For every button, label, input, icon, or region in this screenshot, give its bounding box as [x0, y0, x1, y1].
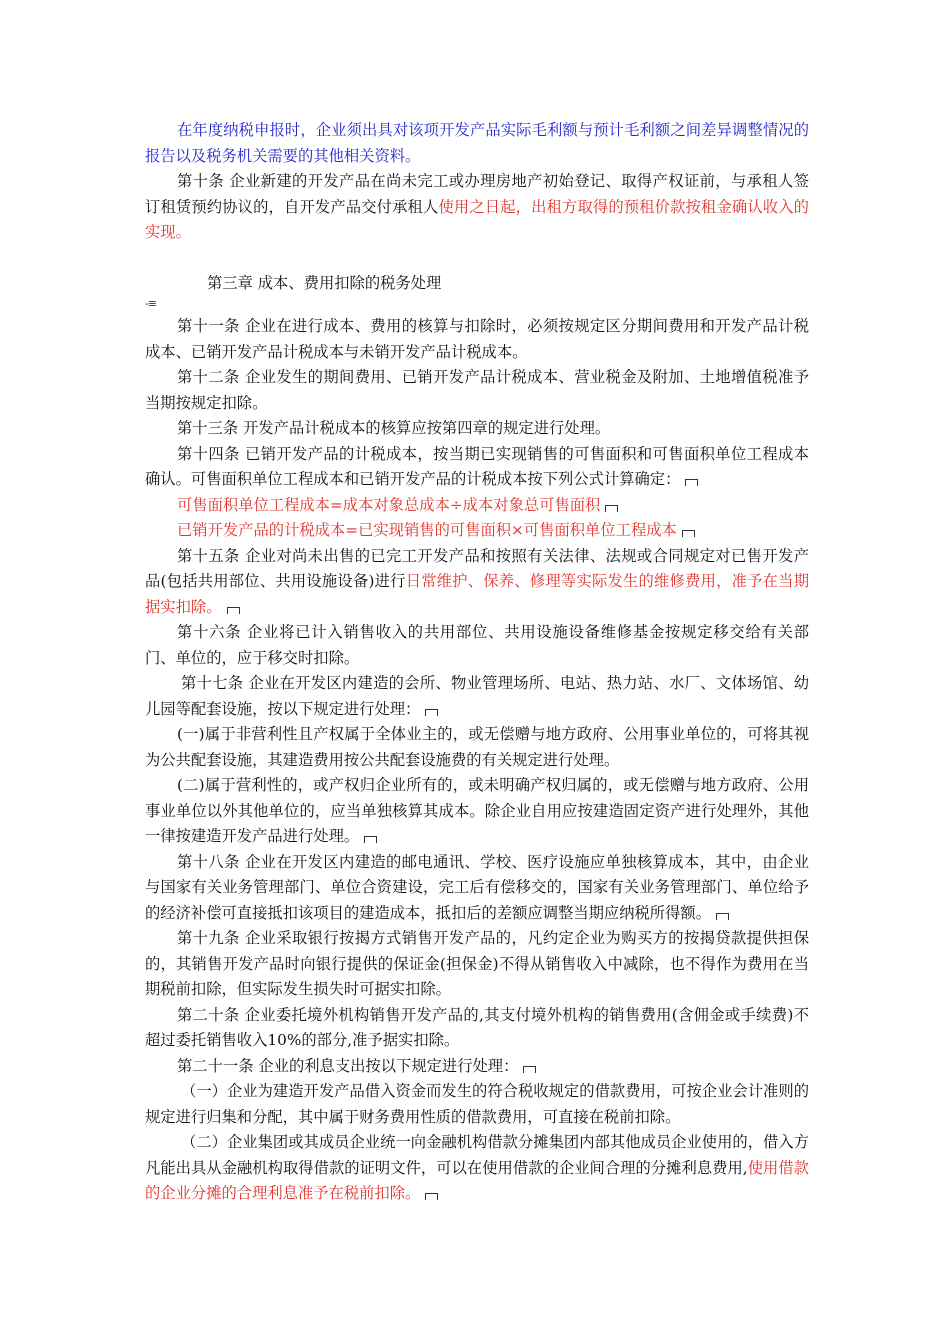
- article-21: [145, 1054, 809, 1080]
- article-21-item-1: （一）企业为建造开发产品借入资金而发生的符合税收规定的借款费用，可按企业会计准则的规定进行归集和分配，其中属于财务费用性质的借款费用，可直接在税前扣除。: [145, 1082, 809, 1126]
- article-17-item-1: (一)属于非营利性且产权属于全体业主的，或无偿赠与地方政府、公用事业单位的，可将其视为公共配套设施，其建造费用按公共配套设施费的有关规定进行处理。: [145, 725, 809, 769]
- article-18: [145, 850, 809, 927]
- article-17-text: 第十七条 企业在开发区内建造的会所、物业管理场所、电站、热力站、水厂、文体场馆、幼儿园等配套设施，按以下规定进行处理：: [145, 674, 809, 718]
- article-17-item-2-text: (二)属于营利性的，或产权归企业所有的，或未明确产权归属的，或无偿赠与地方政府、公用事业单位以外其他单位的，应当单独核算其成本。除企业自用应按建造固定资产进行处理外，其他一律按建造开发产品进行处理。: [145, 776, 809, 845]
- article-15: [145, 544, 809, 621]
- article-18-text: 第十八条 企业在开发区内建造的邮电通讯、学校、医疗设施应单独核算成本，其中，由企业与国家有关业务管理部门、单位合资建设，完工后有偿移交的，国家有关业务管理部门、单位给予的经济补偿可直接抵扣该项目的建造成本，抵扣后的差额应调整当期应纳税所得额。: [145, 852, 809, 922]
- article-21-item-2-highlight: 使用借款的企业分摊的合理利息准予在税前扣除。: [145, 1158, 809, 1202]
- article-10-highlight: 使用之日起，出租方取得的预租价款按租金确认收入的实现。: [145, 197, 809, 241]
- article-12: 第十二条 企业发生的期间费用、已销开发产品计税成本、营业税金及附加、土地增值税准予当期按规定扣除。: [145, 368, 809, 412]
- article-13: 第十三条 开发产品计税成本的核算应按第四章的规定进行处理。: [177, 419, 611, 437]
- article-16: 第十六条 企业将已计入销售收入的共用部位、共用设施设备维修基金按规定移交给有关部门、单位的，应于移交时扣除。: [145, 623, 809, 667]
- paragraph-mark-icon: [364, 836, 377, 843]
- article-21-text: 第二十一条 企业的利息支出按以下规定进行处理：: [177, 1056, 519, 1075]
- document-page: [145, 118, 809, 1207]
- formula-unit-cost-text: 可售面积单位工程成本=成本对象总成本÷成本对象总可售面积: [177, 495, 601, 514]
- formula-unit-cost: [145, 493, 809, 519]
- paragraph-mark-icon: [425, 1193, 438, 1200]
- article-11: 第十一条 企业在进行成本、费用的核算与扣除时，必须按规定区分期间费用和开发产品计税成本、已销开发产品计税成本与未销开发产品计税成本。: [145, 317, 809, 361]
- formula-sold-cost-text: 已销开发产品的计税成本=已实现销售的可售面积×可售面积单位工程成本: [177, 521, 677, 539]
- article-14: [145, 442, 809, 493]
- paragraph-mark-icon: [685, 479, 698, 486]
- article-20: 第二十条 企业委托境外机构销售开发产品的,其支付境外机构的销售费用(含佣金或手续费)不超过委托销售收入10%的部分,准予据实扣除。: [145, 1005, 809, 1049]
- chapter-3-heading: 第三章 成本、费用扣除的税务处理: [207, 273, 442, 292]
- paragraph-mark-icon: [523, 1066, 536, 1073]
- article-10: [145, 169, 809, 246]
- article-14-text: 第十四条 已销开发产品的计税成本，按当期已实现销售的可售面积和可售面积单位工程成本确认。可售面积单位工程成本和已销开发产品的计税成本按下列公式计算确定：: [145, 444, 809, 488]
- article-15-highlight: 日常维护、保养、修理等实际发生的维修费用，准予在当期据实扣除。: [145, 572, 809, 616]
- article-21-item-2-text: （二）企业集团或其成员企业统一向金融机构借款分摊集团内部其他成员企业使用的，借入方凡能出具从金融机构取得借款的证明文件，可以在使用借款的企业间合理的分摊利息费用,: [145, 1133, 809, 1177]
- paragraph-mark-icon: [716, 913, 729, 920]
- article-17: [145, 671, 809, 722]
- paragraph-mark-icon: [682, 530, 695, 537]
- article-15-text: 第十五条 企业对尚未出售的已完工开发产品和按照有关法律、法规或合同规定对已售开发产品(包括共用部位、共用设施设备)进行: [145, 546, 809, 590]
- article-17-item-2: [145, 773, 809, 850]
- formula-sold-cost: [145, 518, 809, 544]
- article-21-item-2: [145, 1130, 809, 1207]
- symbol-mark: -≡: [145, 297, 156, 310]
- paragraph-mark-icon: [425, 709, 438, 716]
- paragraph-mark-icon: [227, 607, 240, 614]
- intro-paragraph: 在年度纳税申报时，企业须出具对该项开发产品实际毛利额与预计毛利额之间差异调整情况的报告以及税务机关需要的其他相关资料。: [145, 121, 809, 165]
- article-10-text: 第十条 企业新建的开发产品在尚未完工或办理房地产初始登记、取得产权证前，与承租人签订租赁预约协议的，自开发产品交付承租人: [145, 172, 809, 216]
- paragraph-mark-icon: [605, 505, 618, 512]
- article-19: 第十九条 企业采取银行按揭方式销售开发产品的，凡约定企业为购买方的按揭贷款提供担保的，其销售开发产品时向银行提供的保证金(担保金)不得从销售收入中减除，也不得作为费用在当期税前扣除，但实际发生损失时可据实扣除。: [145, 929, 809, 998]
